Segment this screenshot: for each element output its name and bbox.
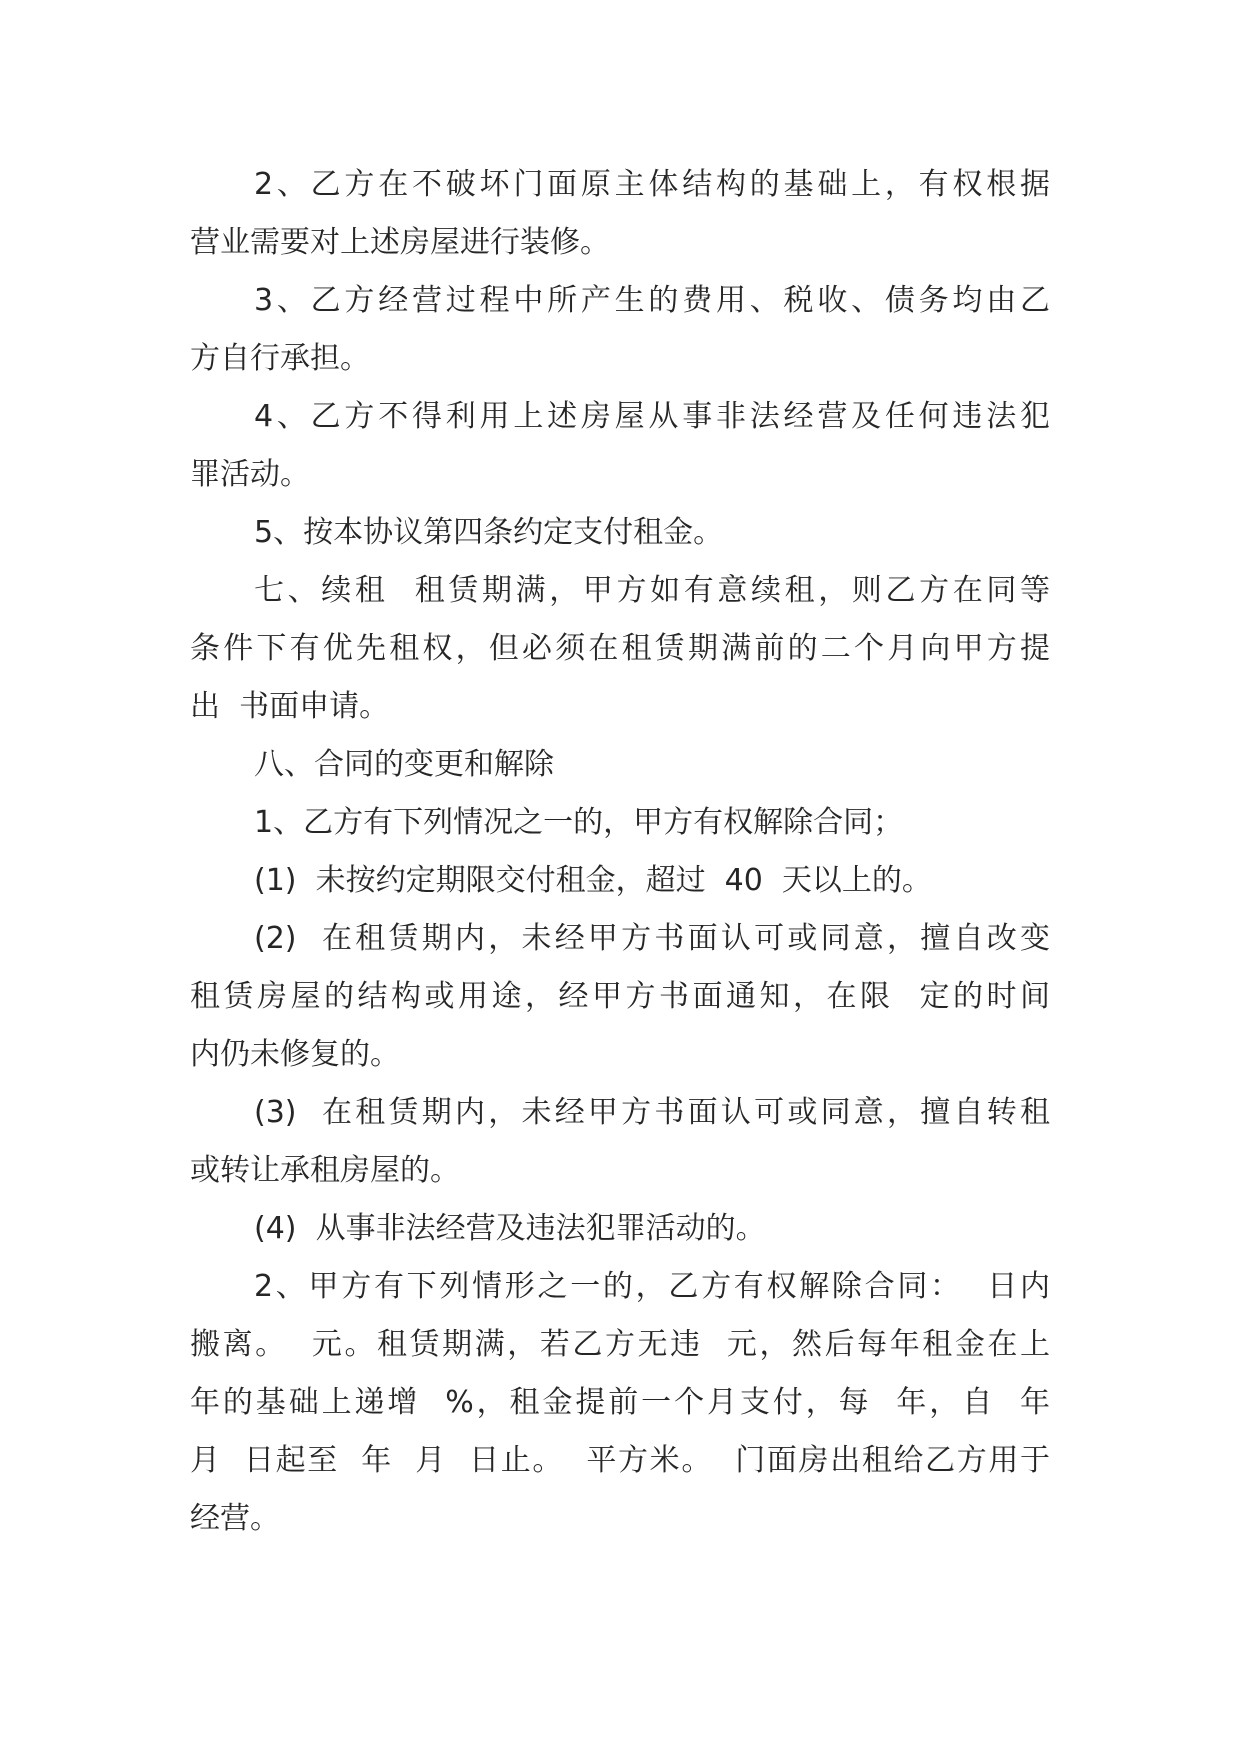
paragraph-line: 4、乙方不得利用上述房屋从事非法经营及任何违法犯 — [254, 399, 1050, 434]
paragraph-line: (3) 在租赁期内，未经甲方书面认可或同意，擅自转租 — [254, 1095, 1050, 1130]
paragraph-line: 搬离。 元。租赁期满，若乙方无违 元，然后每年租金在上 — [190, 1327, 1050, 1362]
paragraph-line: 内仍未修复的。 — [190, 1037, 400, 1072]
paragraph-line: 七、续租 租赁期满，甲方如有意续租，则乙方在同等 — [254, 573, 1050, 608]
paragraph-line: 出 书面申请。 — [190, 689, 390, 724]
paragraph-line: 5、按本协议第四条约定支付租金。 — [254, 515, 724, 550]
paragraph-line: 月 日起至 年 月 日止。 平方米。 门面房出租给乙方用于 — [190, 1443, 1050, 1478]
paragraph-line: (1) 未按约定期限交付租金，超过 40 天以上的。 — [254, 863, 932, 898]
paragraph-line: 经营。 — [190, 1501, 280, 1536]
section-heading: 八、合同的变更和解除 — [254, 747, 554, 782]
paragraph-line: 年的基础上递增 %，租金提前一个月支付，每 年，自 年 — [190, 1385, 1050, 1420]
paragraph-line: (4) 从事非法经营及违法犯罪活动的。 — [254, 1211, 766, 1246]
paragraph-line: 3、乙方经营过程中所产生的费用、税收、债务均由乙 — [254, 283, 1050, 318]
paragraph-line: 条件下有优先租权，但必须在租赁期满前的二个月向甲方提 — [190, 631, 1050, 666]
paragraph-line: 营业需要对上述房屋进行装修。 — [190, 225, 610, 260]
paragraph-line: 1、乙方有下列情况之一的，甲方有权解除合同； — [254, 805, 904, 840]
paragraph-line: (2) 在租赁期内，未经甲方书面认可或同意，擅自改变 — [254, 921, 1050, 956]
paragraph-line: 罪活动。 — [190, 457, 310, 492]
paragraph-line: 或转让承租房屋的。 — [190, 1153, 460, 1188]
paragraph-line: 2、乙方在不破坏门面原主体结构的基础上，有权根据 — [254, 167, 1050, 202]
paragraph-line: 方自行承担。 — [190, 341, 370, 376]
paragraph-line: 2、甲方有下列情形之一的，乙方有权解除合同： 日内 — [254, 1269, 1050, 1304]
paragraph-line: 租赁房屋的结构或用途，经甲方书面通知，在限 定的时间 — [190, 979, 1050, 1014]
